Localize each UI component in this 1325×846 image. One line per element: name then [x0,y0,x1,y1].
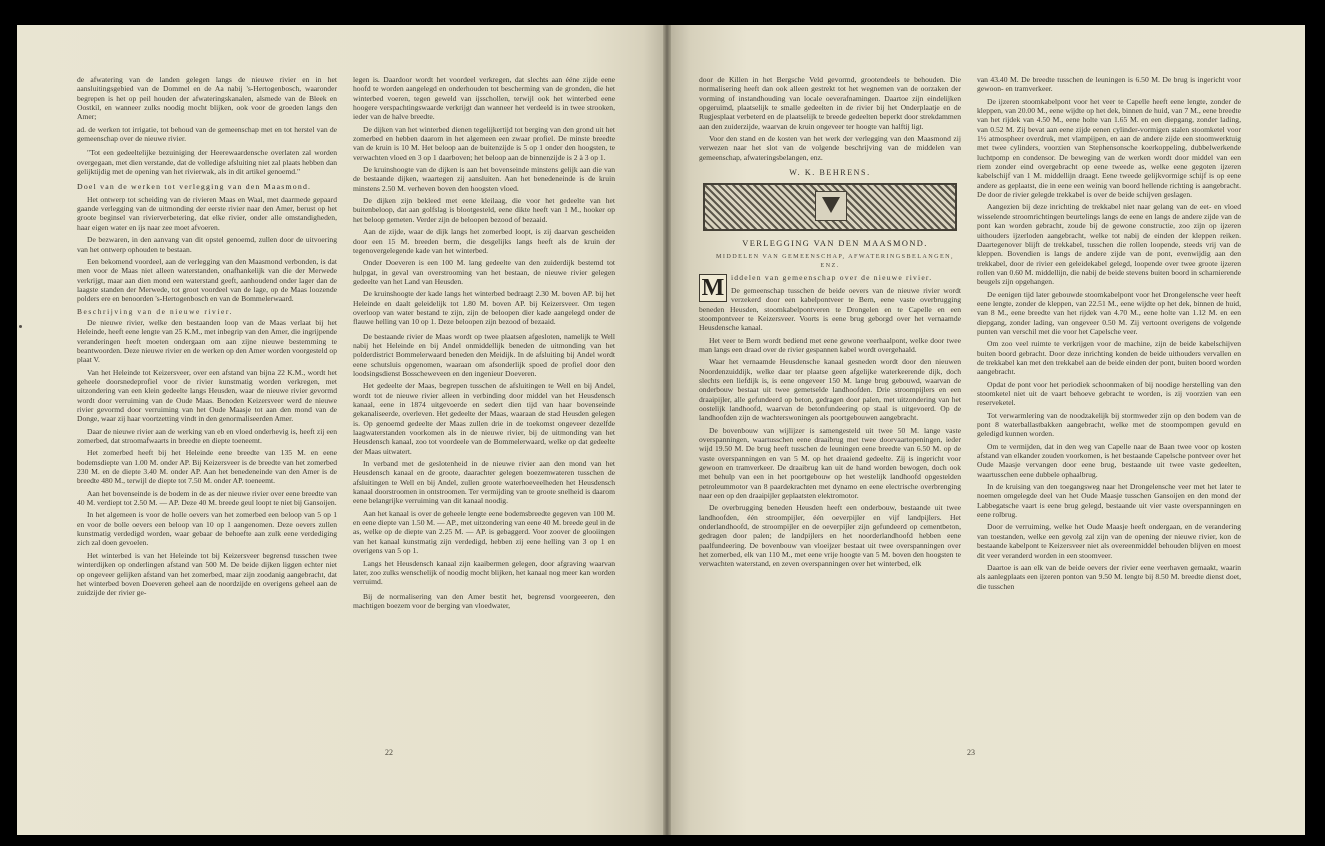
left-page [17,25,663,835]
decorative-banner [703,183,957,231]
section-heading: Beschrijving van de nieuwe rivier. [77,306,233,316]
paragraph: Onder Doeveren is een 100 M. lang gedeelte van den zuiderdijk bestemd tot hulpgat, in geval van overstrooming van het bestaan, de nieuwe rivier gelegen gedeelte van het Land van Heusden. [353,258,615,286]
right-page [671,25,1305,835]
drop-cap: M [699,274,727,302]
left-column-2 [353,75,615,745]
paragraph: Om te vermijden, dat in den weg van Capelle naar de Baan twee voor op kosten afstand van elkander zouden voorkomen, is het bestaande Capelsche pontveer over het Oude Maasje vervangen door eene brug, bestaande uit twee vaste gedeelten, waartusschen eene dubbele ophaalbrug. [977,441,1241,479]
emblem-icon [815,191,847,221]
paragraph: In het algemeen is voor de holle oevers van het zomerbed een beloop van 5 op 1 en voor de bolle oevers een beloop van 10 op 1 aangenomen. Deze oevers zullen kunstmatig verdedigd worden, waar gebaar de behoefte aan zulk eene verdediging zich zal doen gevoelen. [77,510,337,548]
paragraph: In de kruising van den toegangsweg naar het Drongelensche veer met het later te noemen omgelegde deel van het Oude Maasje tusschen Gansoijen en den mond der Labbegatsche vaart is eene brug gelegd, bestaande uit vier vaste overspanningen en eene rolbrug. [977,482,1241,520]
paragraph: de afwatering van de landen gelegen langs de nieuwe rivier en in het aansluitingsgebied van de Dommel en de Aa nabij 's-Hertogenbosch, waaronder begrepen is het op peil houden der afwateringskanalen, alsmede van de Bleek en Oostkil, en wanneer zulks noodig mocht blijken, ook voor de groeden langs den Amer; [77,75,337,122]
paragraph: van 43.40 M. De breedte tusschen de leuningen is 6.50 M. De brug is ingericht voor gewoon- en tramverkeer. [977,75,1241,94]
paragraph: De bezwaren, in den aanvang van dit opstel genoemd, zullen door de uitvoering van het ontwerp ophouden te bestaan. [77,235,337,254]
paragraph: In verband met de geslotenheid in de nieuwe rivier aan den mond van het Heusdensch kanaal en de groote, daarachter gelegen boezemwateren tusschen de afsluitingen te Well en bij Andel, zullen groote waterhoeveelheden het Heusdensch kanaal doorstroomen in ontstroomen. Ter vermijding van te groote snelheid is daarom eene belangrijke verruiming van dit kanaal noodig. [353,459,615,506]
paragraph: Van het Heleinde tot Keizersveer, over een afstand van bijna 22 K.M., wordt het geheele doorsnedeprofiel voor de rivier kunstmatig worden verkregen, met uitzondering van een klein gedeelte langs Heusden, waar de nieuwe rivier gevormd wordt door verruiming van de Oude Maas. Benoden Keizersveer werd de nieuwe rivier gevormd door verruiming van het Oude Maasje tot aan den mond van de Donge, waar zij haar voortzetting vindt in den genormaliseerden Amer. [77,367,337,424]
paragraph: Aangezien bij deze inrichting de trekkabel niet naar gelang van de eet- en vloed wisselende stroomrichtingen beurtelings langs de eene en langs de andere zijde van de pont kan worden gebracht, zoude bij de gewone constructie, zoo zijn op ijzeren uithouders ijzerloden aangebracht, welke tot nabij de einden der kleppen reiken. Daartegenover blijft de trekkabel, tusschen die rollen loopende, steeds vrij van de kleppen. Bovendien is langs de andere zijde van de pont, evenwijdig aan den trekkabel, door de rivier een geleidekabel gelegd, loopende over twee groote ijzeren rollen van 0.60 M. middellijn, die nabij de beide stevens buiten boord in scharnierende beugels zijn opgehangen. [977,202,1241,287]
section-heading: Doel van de werken tot verlegging van den Maasmond. [77,182,312,192]
page-number: 23 [967,748,975,757]
paragraph: ad. de werken tot irrigatie, tot behoud van de gemeenschap met en tot herstel van de gemeenschap over de nieuwe rivier. [77,124,337,144]
right-column-2 [977,75,1241,745]
paragraph: Aan de zijde, waar de dijk langs het zomerbed loopt, is zij daarvan gescheiden door een 15 M. breeden berm, die desgelijks langs heeft als de kruin der tegenovergelegende kade van het winterbed. [353,227,615,255]
paragraph: Een bekomend voordeel, aan de verlegging van den Maasmond verbonden, is dat men voor de Maas niet alleen waterstanden, onafhankelijk van die der Merwede verkrijgt, maar aan dien mond een waterstand geeft, aanhoudend onder lager dan de laagste standen der Merwede, tot groot voordeel van de lage, op de Maas loozende polders ere en benoorden 's-Hertogenbosch en van de Bommelerwaard. [77,256,337,304]
book-spread [17,25,1305,835]
paragraph: De nieuwe rivier, welke den bestaanden loop van de Maas verlaat bij het Heleinde, heeft eene lengte van 25 K.M., met inbegrip van den Amer, die ingrijpende veranderingen heeft moeten ondergaan om aan zijne nieuwe bestemming te beantwoorden. Deze nieuwe rivier en de werken op den Amer worden voorgesteld op plaat V. [77,317,337,365]
paragraph: Voor den stand en de kosten van het werk der verlegging van den Maasmond zij verwezen naar het slot van de volgende beschrijving van de middelen van gemeenschap, afwateringsbelangen, enz. [699,134,961,162]
paragraph: Het winterbed is van het Heleinde tot bij Keizersveer begrensd tusschen twee winterdijken op onderlingen afstand van 500 M. De beide dijken liggen echter niet op ongeveer gelijken afstand van het zomerbed, maar zijn zoodanig aangebracht, dat het winterbed boven Doeveren geheel aan de noordzijde en overigens geheel aan de zuidzijde der rivier ge- [77,550,337,598]
paragraph: Waar het vernaamde Heusdensche kanaal gesneden wordt door den nieuwen Noordenzuiddijk, welke daar ter plaatse geen afgelijke waterkeerende dijk, doch slechts een liefdijk is, is eene ongeveer 150 M. lange brug gebouwd, waarvan de onderbouw bestaat uit twee gemetselde landhoofden. Drie stroompijlers en een draaipijler, alle gefundeerd op beton, gedragen door palen, met uitzondering van het oostelijk landhoofd, waarvan de betonfundeering op staal is uitgevoerd. Op de landhoofden zijn de wachterswoningen als poortgebouwen aangebracht. [699,357,961,423]
paragraph: De overbrugging beneden Heusden heeft een onderbouw, bestaande uit twee landhoofden, één stroompijler, één oeverpijler en vijf landpijlers. Het onderlandhoofd, de stroompijler en de oeverpijler zijn gefundeerd op cementbeton, gedragen door palen; de landpijlers en het noorderlandhoofd hebben eene paalfundeering. De bovenbouw van vloeijzer bestaat uit twee overspanningen over het zomerbed, elk van 110 M., met eene vrije hoogte van 5 M. boven den hoogsten te verwachten waterstand, en zeven overspanningen over het winterbed, elk [699,503,961,569]
left-column-1 [77,75,337,745]
paragraph: De kruinshoogte der kade langs het winterbed bedraagt 2.30 M. boven AP. bij het Heleinde en daalt geleidelijk tot 1.80 M. boven AP. bij Keizersveer. Om tegen overloop van water bestand te zijn, zijn de beloopen dier kade aangelegd onder de flauwe helling van 10 op 1. Deze beloopen zijn bezood of bezaaid. [353,289,615,327]
paragraph: De bovenbouw van wijlijzer is samengesteld uit twee 50 M. lange vaste overspanningen, waartusschen eene draaibrug met twee doorvaartopeningen, ieder wijd 19.50 M. De brug heeft tusschen de leuningen eene breedte van 6.50 M. op de vaste overspanningen en van 5 M. op het draaiend gedeelte. Zij is ingericht voor gewoon en tramverkeer. De draaibrug kan uit de hand worden bewogen, doch ook met behulp van een in het poortgebouw op het westelijk landhoofd opgestelden petroleummotor van 8 paardekrachten met dynamo en eene electrische overbrenging naar een op den draaipijler geplaatsten elektromotor. [699,425,961,501]
paragraph: De eenigen tijd later gebouwde stoomkabelpont voor het Drongelensche veer heeft eene lengte, zonder de kleppen, van 22.51 M., eene wijdte op het dek, binnen de huid, van 8 M., eene breedte van het rijdek van 4.70 M., eene holte van 1.12 M. en een diepgang, zonder lading, van ongeveer 0.50 M. Zij vertoont overigens de volgende punten van verschil met die voor het Capelsche veer. [977,289,1241,336]
paragraph: De dijken van het winterbed dienen tegelijkertijd tot berging van den grond uit het zomerbed en hebben daarom in het algemeen een zwaar profiel. De minste breedte van de kruin is 10 M. Het beloop aan de buitenzijde is 5 op 1 onder den hoogsten, te verwachten vloed en 3 op 1 daarboven; het beloop aan de binnenzijde is 2 à 3 op 1. [353,124,615,162]
paragraph: Bij de normalisering van den Amer bestit het, begrensd voorgeeeren, den machtigen boezem voor de berging van vloedwater, [353,591,615,610]
section-opening [699,273,961,335]
paragraph: Aan het bovenseinde is de bodem in de as der nieuwe rivier over eene breedte van 40 M. verdiept tot 2.50 M. — AP. Deze 40 M. breede geul loopt te niet bij Gansoijen. [77,488,337,508]
paragraph: Aan het kanaal is over de geheele lengte eene bodemsbreedte gegeven van 100 M. en eene diepte van 1.50 M. — AP., met uitzondering van eene 40 M. breede geul in de as, welke op de diepte van 2.25 M. — AP. is gebaggerd. Voor zoover de glooiingen van het kanaal kunstmatig zijn verdedigd, hebben zij eene helling van 3 op 1 en overigens van 5 op 1. [353,508,615,556]
paragraph: De kruinshoogte van de dijken is aan het bovenseinde minstens gelijk aan die van de bestaande dijken, waartegen zij aansluiten. Aan het benedeneinde is de kruin minstens 2.50 M. verheven boven den hoogsten vloed. [353,165,615,193]
paragraph: Daartoe is aan elk van de beide oevers der rivier eene veerhaven gemaakt, waarin als aanlegplaats een ijzeren ponton van 9.50 M. lengte bij 8.50 M. breedte dienst doet, die tusschen [977,562,1241,591]
paragraph: De dijken zijn bekleed met eene kleilaag, die voor het gedeelte van het buitenbeloop, dat aan golfslag is blootgesteld, eene dikte heeft van 1 M., hooker op het beloop gemeten. Verder zijn de beloopen bezood of bezaaid. [353,196,615,224]
paragraph: Het gedeelte der Maas, begrepen tusschen de afsluitingen te Well en bij Andel, wordt tot de nieuwe rivier alleen in verbinding door middel van het Heusdensch kanaal, eene in 1874 uitgevoerde en sedert dien tijd van haar bovenseinde gekanaliseerde, overleven. Het gedeelte der Maas, waaraan de stad Heusden gelegen is. Op genoemd gedeelte der Maas zullen drie in de toekomst ongeveer dezelfde laagwaterstanden voorkomen als in de nieuwe rivier, bij de uitmonding van het Heusdensch kanaal, zoo tot voordeele van de Bommelerwaard, welke op dat gedeelte der Maas uitwatert. [353,381,615,456]
paragraph: Het zomerbed heeft bij het Heleinde eene breedte van 135 M. en eene bodemsdiepte van 1.00 M. onder AP. Bij Keizersveer is de breedte van het zomerbed 230 M. en de diepte 3.40 M. onder AP. Aan het benedeneinde van den Amer is de breedte 480 M., terwijl de diepte tot 7.50 M. onder AP. toeneemt. [77,448,337,486]
page-number: 22 [385,748,393,757]
paragraph: Het ontwerp tot scheiding van de rivieren Maas en Waal, met daarmede gepaard gaande verlegging van de uitmonding der eerste rivier naar den Amer, berust op het groote beginsel van rivierverbetering, dat elke rivier, onder alle omstandigheden, haar eigen water en ijs naar zee moet afvoeren. [77,194,337,232]
paragraph: De bestaande rivier de Maas wordt op twee plaatsen afgesloten, namelijk te Well nabij het Heleinde en bij Andel onmiddellijk beneden de uitmonding van het polderdistrict Bommelerwaard beneden den Meidijk. In de afsluiting bij Andel wordt eene schutsluis opgenomen, waaraan om afsonderlijk spoed de profiel door den loodsingsdienst Bosscheweveen en den ingenieur Doeveren. [353,331,615,378]
section-heading: iddelen van gemeenschap over de nieuwe rivier. [731,273,933,283]
paragraph: Opdat de pont voor het periodiek schoonmaken of bij noodige herstelling van den stoomketel niet uit de vaart behoeve gebracht te worden, is zij voorzien van een reserveketel. [977,379,1241,408]
paragraph: De ijzeren stoomkabelpont voor het veer te Capelle heeft eene lengte, zonder de kleppen, van 20.00 M., eene wijdte op het dek, binnen de huid, van 7 M., eene breedte van het rijdek van 4.50 M., eene holte van 1.65 M. en een diepgang, zonder lading, van 0.52 M. Zij bevat aan eene zijde eenen cylinder-vormigen stalen stoomketel voor 1½ atmospheer overdruk, met vlampijpen, en aan de andere zijde een stoomwerktuig met twee cylinders, voorzien van Stephensonsche koerkoppeling, dubbelwerkende luchtpomp en condensor. De beweging van de werken wordt door middel van een riem zonder eind overgebracht op eene tweede as, welke eene gegoten ijzeren kabelschijf van 1 M. middellijn draagt. Eene tweede gelijkvormige schijf is op eene andere as geplaatst, die in eene een weinig van boord hellende richting is aangebracht. De door de rivier gelegde trekkabel is over de beide schijven geslagen. [977,96,1241,200]
book-gutter [663,25,671,835]
paragraph: legen is. Daardoor wordt het voordeel verkregen, dat slechts aan ééne zijde eene hoofd te worden aangelegd en onderhouden tot bescherming van de gronden, die het winterbed voeren, tegen geweld van ijsschollen, terwijl ook het winterbed eene hoogere verspachtingswaarde verkrijgt dan wanneer het verdeeld is in twee strooken, ieder van de halve breedte. [353,75,615,122]
paragraph: Het veer te Bern wordt bediend met eene gewone veerhaalpont, welke door twee man langs een draad over de rivier gespannen kabel wordt overgehaald. [699,335,961,354]
author-signature: W. K. BEHRENS. [789,168,871,178]
paragraph: Door de verruiming, welke het Oude Maasje heeft ondergaan, en de verandering van toestanden, welke een gevolg zal zijn van de opening der nieuwe rivier, kon de bestaande kabelpont te Keizersveer niet als overeenmiddel behouden blijven en moest dit veer veranderd worden in een stoomveer. [977,522,1241,560]
right-column-1 [699,75,961,745]
section-subtitle: MIDDELEN VAN GEMEENSCHAP, AFWATERINGSBELANGEN, ENZ. [716,252,954,270]
paragraph: Tot verwarmlering van de noodzakelijk bij stormweder zijn op den bodem van de pont 8 waterballastbakken aangebracht, welke met de stoompompen gevuld en geledigd kunnen worden. [977,410,1241,439]
paragraph: "Tot een gedeeltelijke bezuiniging der Heerewaardensche overlaten zal worden overgegaan, met dien verstande, dat de volledige afsluiting niet zal plaats hebben dan gelijktijdig met de opening van het rivierwak, als in dit artikel genoemd." [77,148,337,177]
paragraph: De gemeenschap tusschen de beide oevers van de nieuwe rivier wordt verzekerd door een kabelpontveer te Bern, eene vaste overbrugging beneden Heusden, stoomkabelpontveren te Drongelen en te Capelle en een stoompontveer te Keizersveer. Voorts is eene brug geborgd over het vernaamde Heusdensche kanaal. [699,285,961,333]
paragraph: door de Killen in het Bergsche Veld gevormd, grootendeels te behouden. Die normalisering heeft dan ook alleen gestrekt tot het wegnemen van de oorzaken der vorming of instandhouding van locale oeverafnamingen. Daartoe zijn eindelijken opgeruimd, plaatselijk te smalle gedeelten in de rivier bij het Onderplaatje en de Rugjesplaat verbeterd en de plaatselijk te breede gedeelten beperkt door strekdammen aan den zuiderzijde, waarvan de kruin ongeveer ter hoogte van halftij ligt. [699,75,961,131]
paragraph: Daar de nieuwe rivier aan de werking van eb en vloed onderhevig is, heeft zij een zomerbed, dat stroomafwaarts in breedte en diepte toeneemt. [77,426,337,446]
section-title: VERLEGGING VAN DEN MAASMOND. [742,239,928,249]
binding-mark [19,325,22,328]
paragraph: Langs het Heusdensch kanaal zijn kaaibermen gelegen, door afgraving waarvan later, zoo zulks wenschelijk of noodig mocht blijken, het kanaal nog meer kan worden verruimd. [353,558,615,587]
paragraph: Om zoo veel ruimte te verkrijgen voor de machine, zijn de beide kabelschijven buiten boord gebracht. Door deze inrichting konden de beide uithouders vervallen en de trekkabel kan met den trekkabel aan de beide einden der pont, buiten boord worden aangebracht. [977,339,1241,377]
